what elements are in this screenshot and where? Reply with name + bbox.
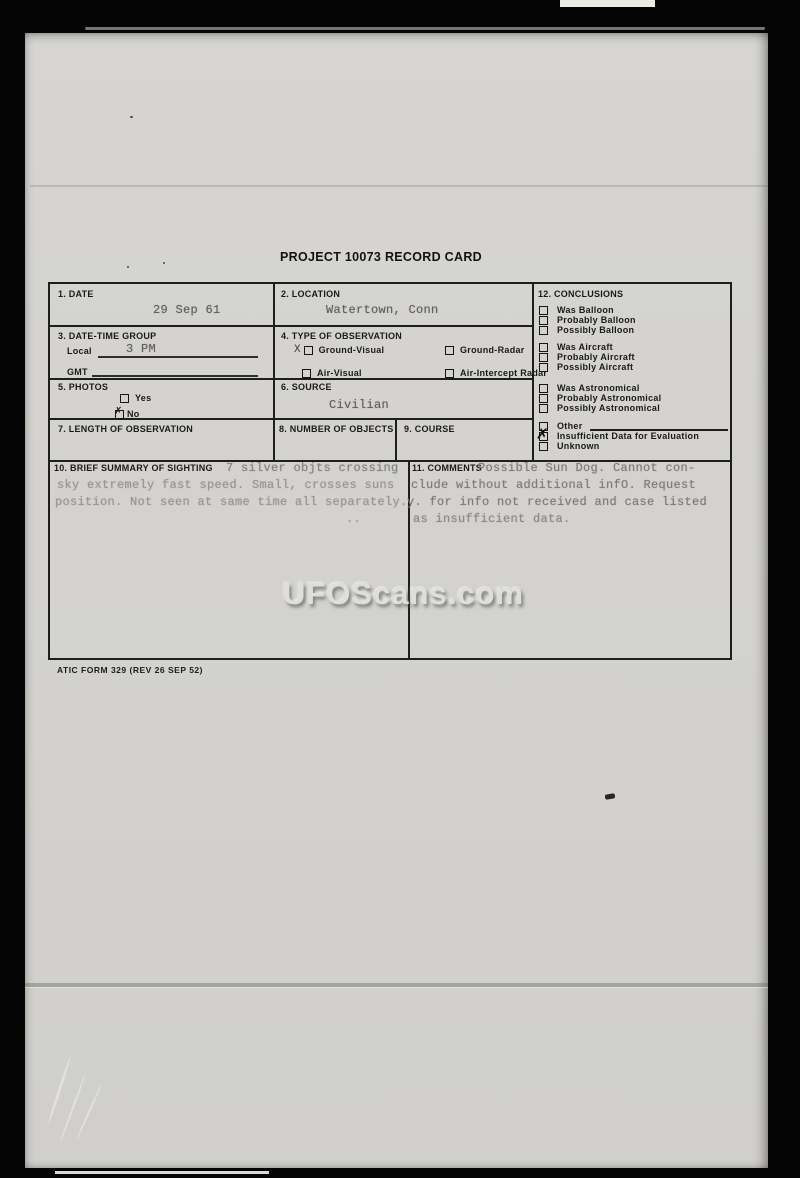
checkbox-icon (539, 306, 548, 315)
option-label: No (127, 409, 140, 419)
comments-line: y. for info not received and case listed (407, 495, 708, 509)
checkbox-icon (539, 353, 548, 362)
grid-line (273, 284, 275, 460)
date-label: 1. DATE (58, 289, 94, 299)
photos-label: 5. PHOTOS (58, 382, 109, 392)
checkbox-icon (539, 384, 548, 393)
typed-x-mark: X (294, 344, 301, 356)
checkbox-icon (539, 442, 548, 451)
watermark-text: UFOScans.com (283, 576, 525, 611)
page-edge-behind (85, 27, 765, 30)
option-photos-no (114, 405, 140, 419)
checkbox-checked-icon: ✗ (114, 405, 123, 417)
conclusion-item: Probably Aircraft (539, 352, 635, 362)
option-label: Ground-Radar (460, 345, 525, 355)
checkbox-icon (539, 343, 548, 352)
local-label: Local (67, 346, 92, 356)
location-label: 2. LOCATION (281, 289, 341, 299)
source-label: 6. SOURCE (281, 382, 332, 392)
checkbox-icon (120, 394, 129, 403)
conclusion-item: Probably Astronomical (539, 393, 662, 403)
conclusion-item-other: Other (539, 421, 583, 431)
conclusion-item: Possibly Balloon (539, 325, 634, 335)
checkbox-icon (445, 369, 454, 378)
checkbox-icon (539, 404, 548, 413)
comments-line: Possible Sun Dog. Cannot con- (478, 461, 696, 475)
option-air-visual (302, 368, 362, 378)
paper-crease-bottom (25, 983, 768, 987)
grid-line (395, 418, 397, 460)
option-photos-yes (120, 393, 151, 403)
typed-artifact: .. (346, 512, 362, 526)
option-ground-radar (445, 345, 525, 355)
scan-notch-bottom (55, 1171, 269, 1174)
grid-line (408, 460, 410, 658)
paper-speck (127, 266, 129, 268)
location-value: Watertown, Conn (326, 303, 439, 317)
local-underline (98, 356, 258, 358)
summary-line: position. Not seen at same time all separately. (55, 495, 408, 509)
grid-line (50, 325, 534, 327)
conclusion-item: Was Balloon (539, 305, 614, 315)
conclusion-item: Was Astronomical (539, 383, 640, 393)
conclusion-item: Possibly Aircraft (539, 362, 633, 372)
comments-line: as insufficient data. (413, 512, 571, 526)
length-of-observation-label: 7. LENGTH OF OBSERVATION (58, 424, 194, 434)
form-number: ATIC FORM 329 (REV 26 SEP 52) (57, 665, 203, 675)
form-title: PROJECT 10073 RECORD CARD (280, 250, 482, 264)
comments-line: clude without additional infO. Request (411, 478, 697, 492)
checkbox-icon (539, 326, 548, 335)
checkbox-icon (302, 369, 311, 378)
scan-notch-top (560, 0, 655, 7)
checkbox-icon (445, 346, 454, 355)
gmt-underline (92, 375, 258, 377)
checkbox-icon (539, 394, 548, 403)
conclusion-item: Possibly Astronomical (539, 403, 660, 413)
gmt-label: GMT (67, 367, 88, 377)
checkbox-icon (539, 363, 548, 372)
checkbox-icon (539, 316, 548, 325)
checkbox-checked-icon (535, 424, 550, 443)
date-value: 29 Sep 61 (153, 303, 221, 317)
option-label: Air-Intercept Radar (460, 368, 548, 378)
option-air-intercept-radar (445, 368, 547, 378)
grid-line (50, 378, 534, 380)
comments-label: 11. COMMENTS (412, 463, 483, 473)
type-of-observation-label: 4. TYPE OF OBSERVATION (281, 331, 403, 341)
conclusion-item: Unknown (539, 441, 600, 451)
brief-summary-label: 10. BRIEF SUMMARY OF SIGHTING (54, 463, 213, 473)
local-value: 3 PM (126, 342, 157, 356)
option-label: Ground-Visual (318, 345, 385, 355)
number-of-objects-label: 8. NUMBER OF OBJECTS (279, 424, 394, 434)
summary-line: 7 silver objts crossing (226, 461, 399, 475)
option-label: Air-Visual (317, 368, 362, 378)
paper-speck (130, 116, 133, 118)
date-time-group-label: 3. DATE-TIME GROUP (58, 331, 157, 341)
option-ground-visual (294, 345, 384, 355)
checkbox-icon (304, 346, 313, 355)
source-value: Civilian (329, 398, 390, 412)
conclusion-item: Was Aircraft (539, 342, 613, 352)
paper-crease-top (30, 185, 768, 187)
course-label: 9. COURSE (404, 424, 455, 434)
conclusions-label: 12. CONCLUSIONS (538, 289, 624, 299)
option-label: Yes (135, 393, 152, 403)
summary-line: sky extremely fast speed. Small, crosses suns (57, 478, 395, 492)
handwritten-x-mark: ✗ (535, 424, 550, 443)
paper-speck (163, 262, 165, 264)
conclusion-item: Probably Balloon (539, 315, 636, 325)
conclusion-item-insufficient-data: ✗ Insufficient Data for Evaluation (535, 424, 700, 443)
